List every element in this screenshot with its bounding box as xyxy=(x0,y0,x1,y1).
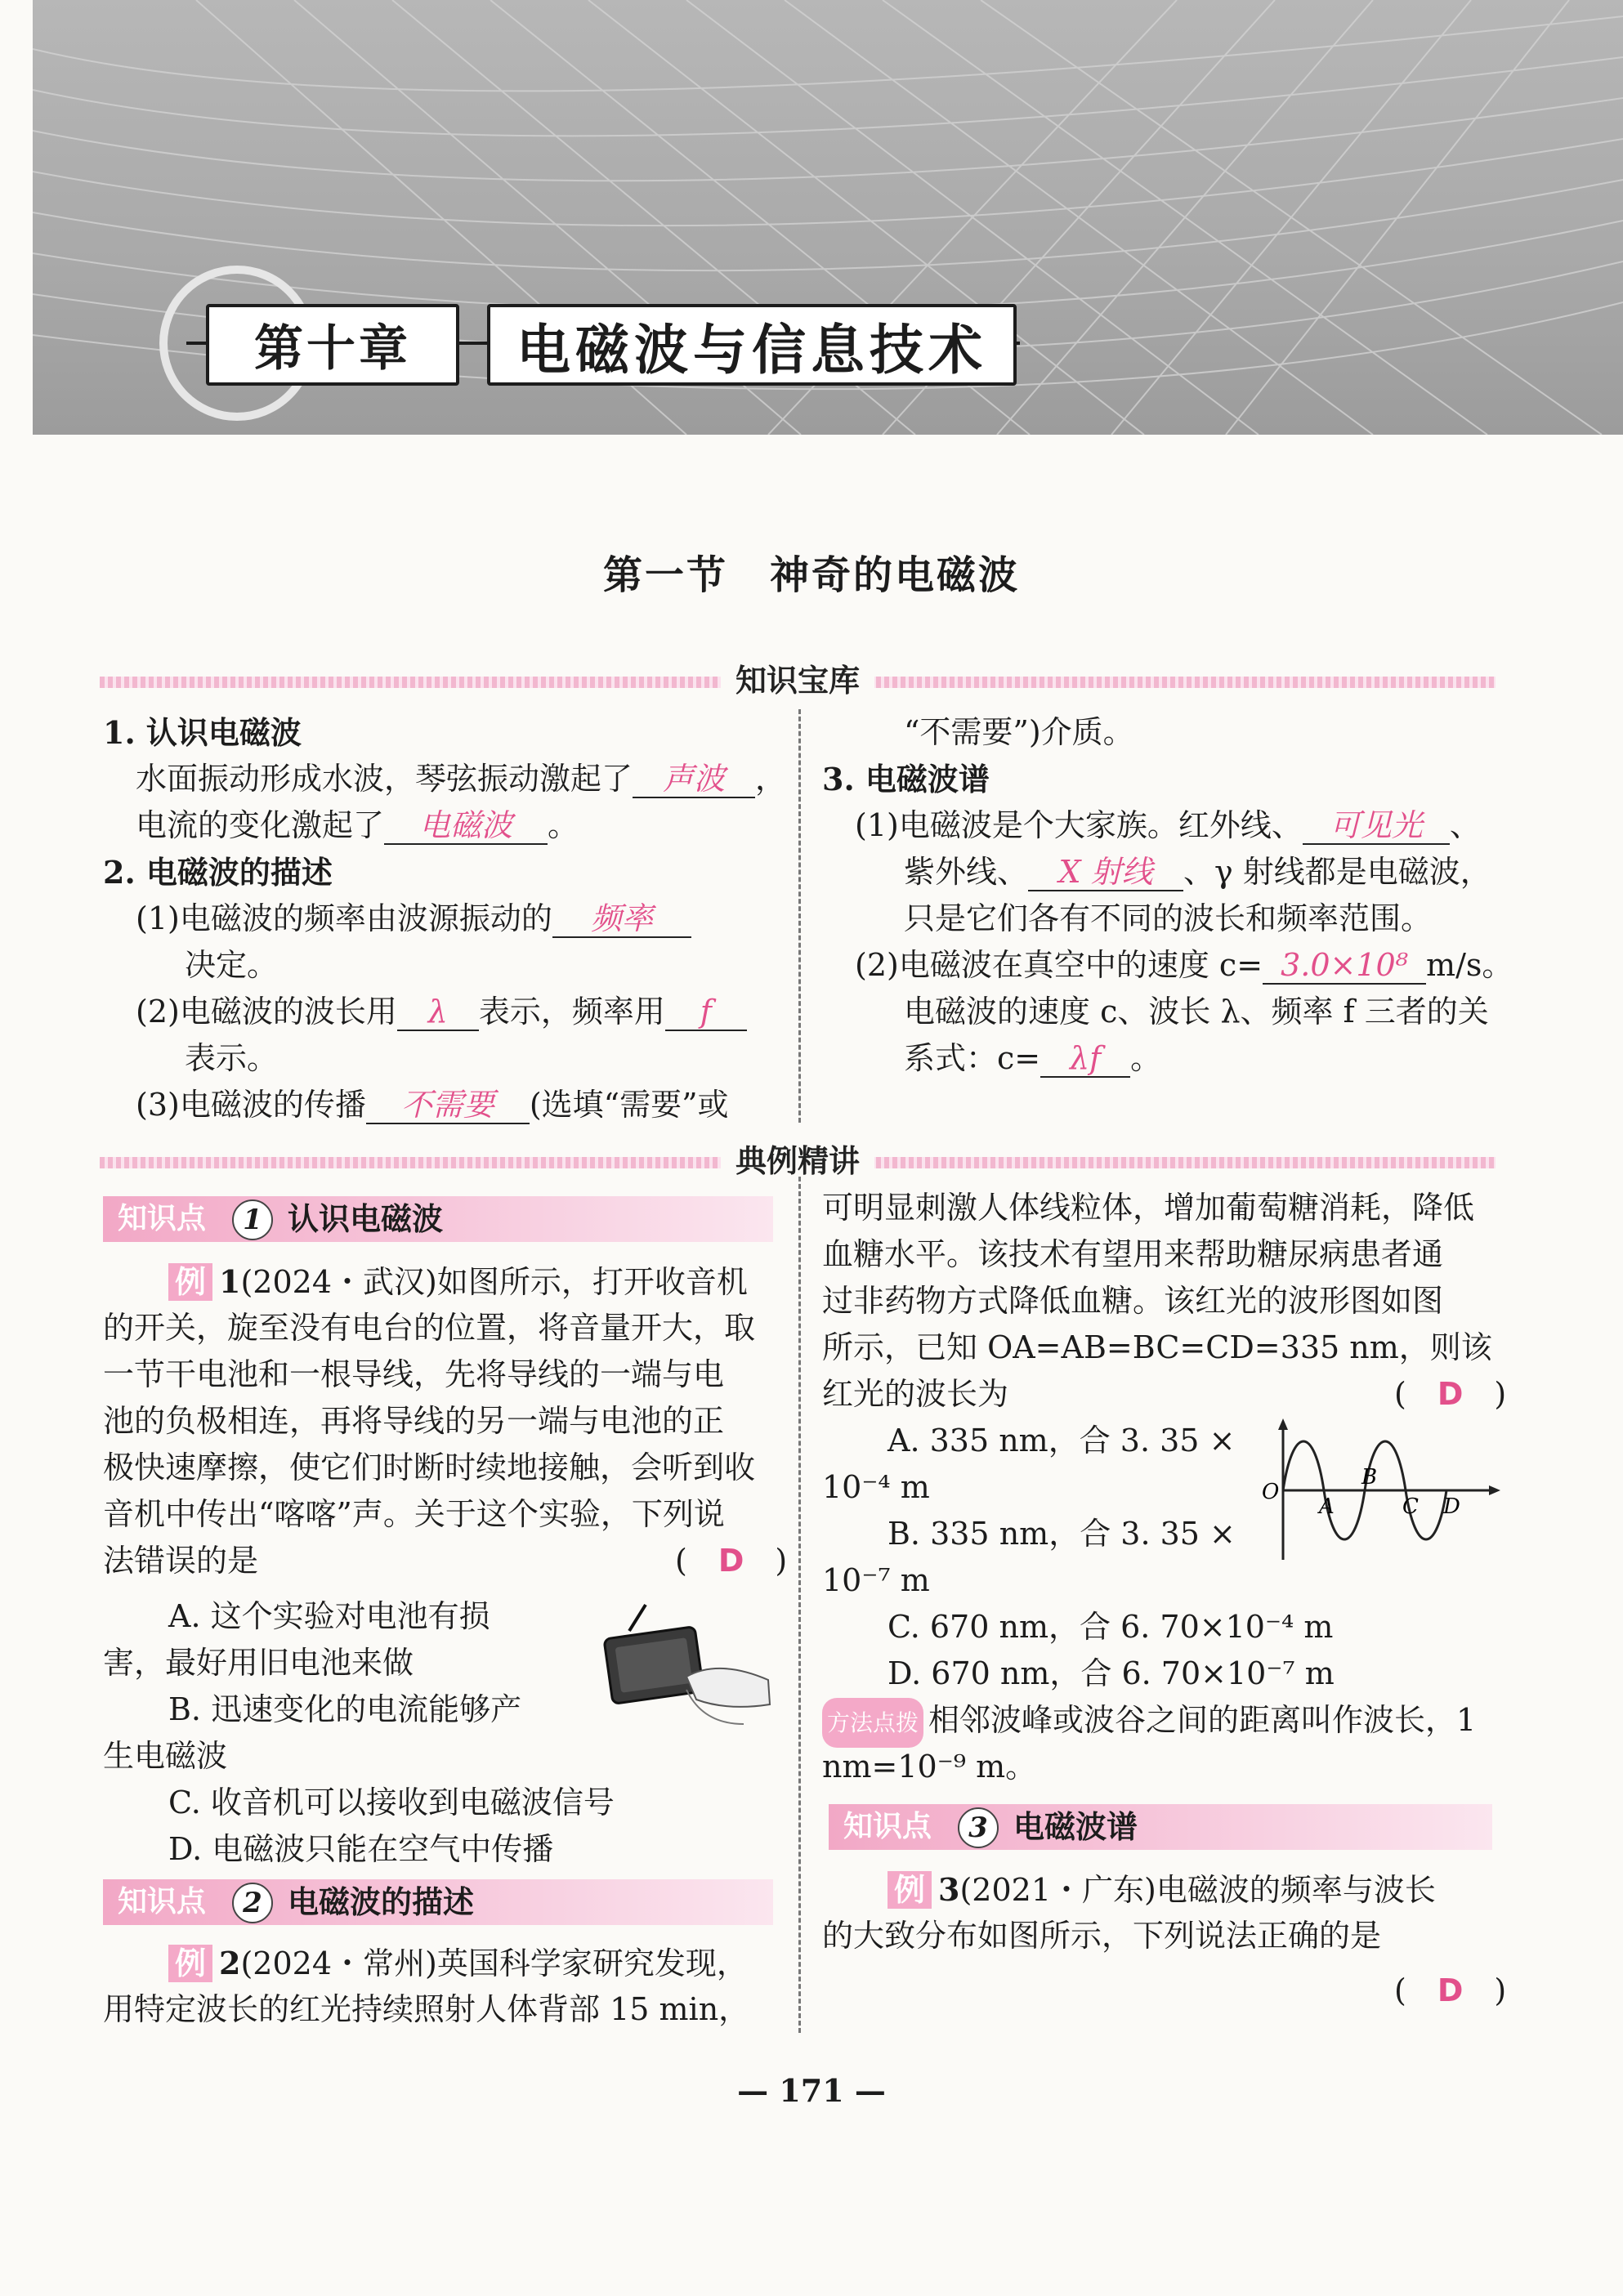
option: 害，最好用旧电池来做 xyxy=(103,1645,414,1681)
knowledge-line: 1. 认识电磁波 xyxy=(103,714,302,751)
kp-title: 认识电磁波 xyxy=(288,1201,444,1237)
answer-bracket: ( D ) xyxy=(1394,1376,1507,1412)
tip-line: nm=10⁻⁹ m。 xyxy=(822,1749,1037,1785)
option: A. 335 nm，合 3. 35 × xyxy=(888,1423,1236,1458)
answer-bracket: ( D ) xyxy=(675,1543,788,1579)
knowledge-point-3-header xyxy=(829,1804,1492,1850)
option: 10⁻⁴ m xyxy=(822,1469,930,1505)
knowledge-line: 水面振动形成水波，琴弦振动激起了 声波 ， xyxy=(136,756,786,802)
example-line: 音机中传出“喀喀”声。关于这个实验，下列说 xyxy=(103,1496,725,1532)
example-line: 例 2(2024・常州)英国科学家研究发现， xyxy=(168,1940,748,1987)
option: A. 这个实验对电池有损 xyxy=(168,1598,490,1634)
knowledge-line: “不需要”)介质。 xyxy=(904,714,1134,750)
examples-band-label: 典例精讲 xyxy=(721,1136,874,1181)
knowledge-point-1-header xyxy=(103,1196,773,1242)
kp-title: 电磁波谱 xyxy=(1013,1809,1138,1845)
example-line: 用特定波长的红光持续照射人体背部 15 min， xyxy=(103,1991,750,2027)
answer-blank: X 射线 xyxy=(1028,849,1183,891)
option: B. 迅速变化的电流能够产 xyxy=(168,1691,522,1727)
answer-bracket: ( D ) xyxy=(1394,1972,1507,2008)
chapter-label: 第十章 xyxy=(206,304,459,386)
knowledge-line: 只是它们各有不同的波长和频率范围。 xyxy=(904,900,1433,936)
answer-blank: 声波 xyxy=(633,756,755,798)
answer-blank: 可见光 xyxy=(1303,802,1450,845)
knowledge-line: 紫外线、 X 射线 、γ 射线都是电磁波， xyxy=(904,849,1491,896)
knowledge-point-2-header xyxy=(103,1879,773,1925)
column-divider xyxy=(798,1177,801,2033)
example-line: 的开关，旋至没有电台的位置，将音量开大，取 xyxy=(103,1310,756,1346)
knowledge-line: 电流的变化激起了 电磁波 。 xyxy=(136,802,579,849)
knowledge-line: (2)电磁波的波长用 λ 表示，频率用 f xyxy=(136,989,747,1035)
option: 10⁻⁷ m xyxy=(822,1562,930,1598)
kp-label: 知识点 xyxy=(118,1885,207,1919)
section-title: 第一节 神奇的电磁波 xyxy=(602,552,1020,598)
knowledge-line: 系式：c= λf 。 xyxy=(904,1035,1161,1082)
answer-blank: λ xyxy=(397,989,479,1031)
example-line: 一节干电池和一根导线，先将导线的一端与电 xyxy=(103,1356,725,1392)
wave-label-d: D xyxy=(1443,1494,1460,1519)
waveform-diagram xyxy=(1250,1417,1504,1564)
knowledge-line: 2. 电磁波的描述 xyxy=(103,854,333,891)
answer-blank: 频率 xyxy=(552,896,691,938)
kp-label: 知识点 xyxy=(843,1810,932,1843)
knowledge-line: 电磁波的速度 c、波长 λ、频率 f 三者的关 xyxy=(904,994,1489,1030)
option: 生电磁波 xyxy=(103,1738,228,1774)
example-line: 可明显刺激人体线粒体，增加葡萄糖消耗，降低 xyxy=(822,1190,1475,1226)
option: C. 670 nm，合 6. 70×10⁻⁴ m xyxy=(888,1609,1334,1645)
knowledge-line: 表示。 xyxy=(185,1040,279,1076)
option: D. 670 nm，合 6. 70×10⁻⁷ m xyxy=(888,1655,1335,1691)
example-line: 池的负极相连，再将导线的另一端与电池的正 xyxy=(103,1403,725,1439)
kp-number: 2 xyxy=(232,1883,273,1923)
example-line: 例 3(2021・广东)电磁波的频率与波长 xyxy=(888,1866,1436,1914)
answer-blank: λf xyxy=(1040,1035,1130,1078)
knowledge-line: 决定。 xyxy=(185,947,279,983)
kp-title: 电磁波的描述 xyxy=(288,1884,475,1920)
tip-line: 方法点拨 相邻波峰或波谷之间的距离叫作波长，1 xyxy=(822,1697,1476,1748)
answer-blank: 不需要 xyxy=(366,1082,530,1124)
knowledge-line: 3. 电磁波谱 xyxy=(822,761,990,797)
wave-label-b: B xyxy=(1361,1465,1378,1490)
example-line: 血糖水平。该技术有望用来帮助糖尿病患者通 xyxy=(822,1236,1444,1272)
knowledge-band-label: 知识宝库 xyxy=(721,655,874,700)
example-line: 过非药物方式降低血糖。该红光的波形图如图 xyxy=(822,1283,1444,1319)
wave-label-c: C xyxy=(1402,1494,1419,1519)
example-line: 例 1(2024・武汉)如图所示，打开收音机 xyxy=(168,1258,748,1306)
examples-band xyxy=(100,1143,1496,1179)
radio-battery-illustration xyxy=(597,1601,776,1732)
example-tag: 例 xyxy=(888,1871,932,1909)
wave-label-a: A xyxy=(1319,1494,1335,1519)
answer-blank: 电磁波 xyxy=(384,802,548,845)
option: D. 电磁波只能在空气中传播 xyxy=(168,1831,554,1867)
example-line: 的大致分布如图所示，下列说法正确的是 xyxy=(822,1918,1382,1954)
example-line: 红光的波长为 xyxy=(822,1376,1009,1412)
wave-label-o: O xyxy=(1262,1480,1280,1504)
kp-number: 1 xyxy=(232,1199,273,1240)
knowledge-line: (2)电磁波在真空中的速度 c= 3.0×10⁸ m/s。 xyxy=(855,942,1513,989)
answer-blank: 3.0×10⁸ xyxy=(1263,942,1426,985)
example-line: 所示，已知 OA=AB=BC=CD=335 nm，则该 xyxy=(822,1329,1492,1365)
answer-blank: f xyxy=(665,989,747,1031)
example-tag: 例 xyxy=(168,1263,212,1301)
knowledge-line: (3)电磁波的传播 不需要 (选填“需要”或 xyxy=(136,1082,729,1128)
method-tip-badge: 方法点拨 xyxy=(822,1698,923,1748)
knowledge-line: (1)电磁波是个大家族。红外线、 可见光 、 xyxy=(855,802,1481,849)
kp-number: 3 xyxy=(958,1807,999,1848)
chapter-title: 电磁波与信息技术 xyxy=(487,304,1017,386)
kp-label: 知识点 xyxy=(118,1202,207,1235)
example-tag: 例 xyxy=(168,1945,212,1982)
knowledge-band xyxy=(100,663,1496,699)
option: B. 335 nm，合 3. 35 × xyxy=(888,1516,1236,1552)
example-line: 法错误的是 xyxy=(103,1543,259,1579)
page-number: — 171 — xyxy=(737,2072,886,2109)
column-divider xyxy=(798,709,801,1123)
example-line: 极快速摩擦，使它们时断时续地接触，会听到收 xyxy=(103,1450,756,1485)
option: C. 收音机可以接收到电磁波信号 xyxy=(168,1785,615,1820)
knowledge-line: (1)电磁波的频率由波源振动的 频率 xyxy=(136,896,691,942)
